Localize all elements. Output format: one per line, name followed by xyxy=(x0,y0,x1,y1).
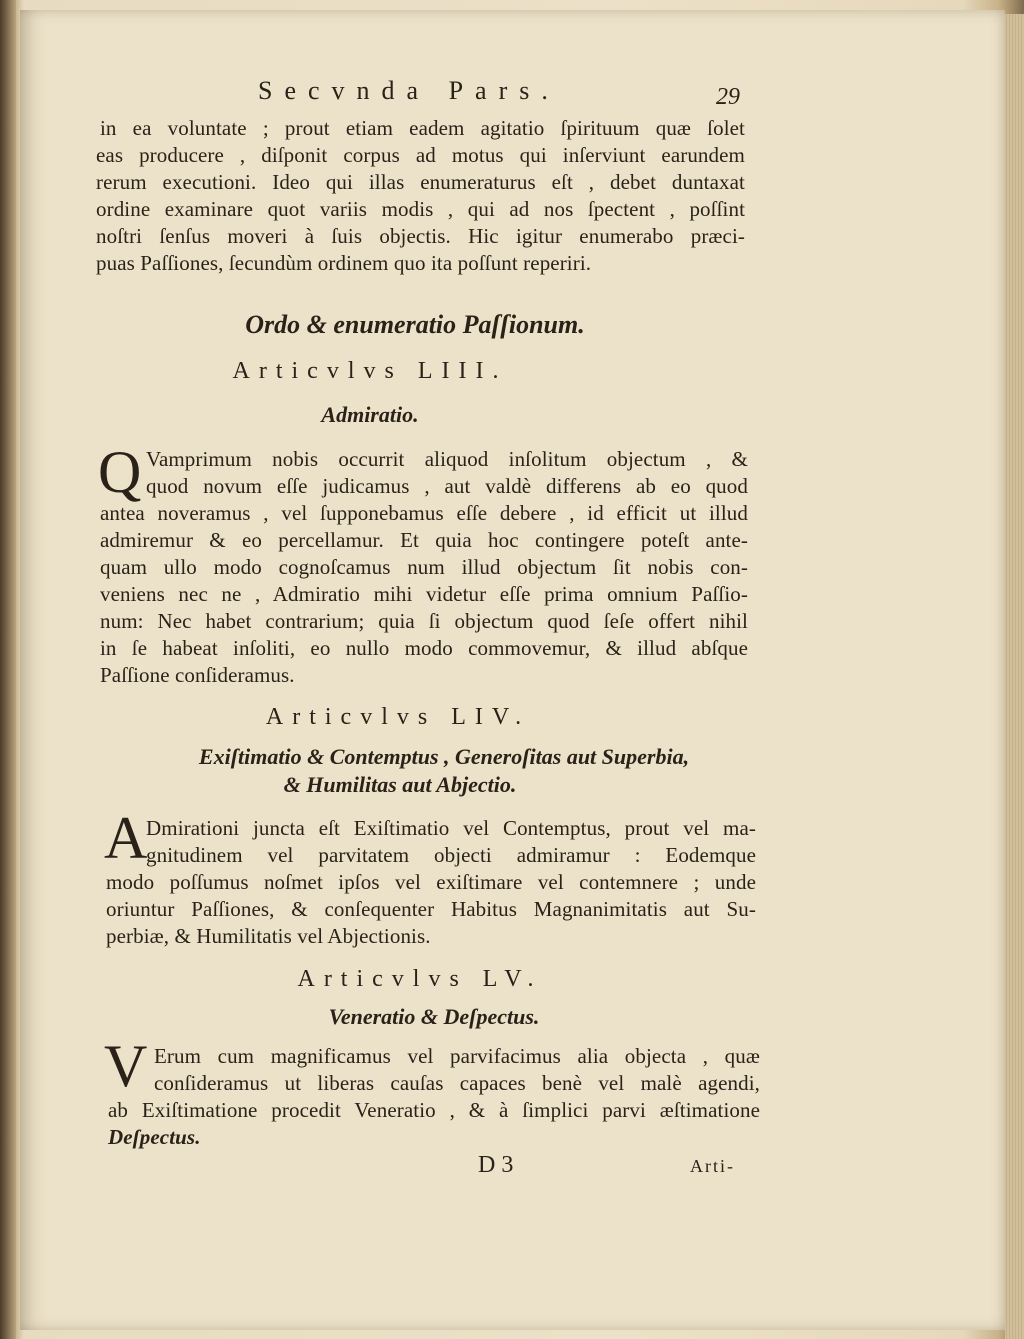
section-title: Ordo & enumeratio Paſſionum. xyxy=(245,310,585,339)
drop-cap: Q xyxy=(98,439,142,505)
article-heading: Articvlvs LIII. xyxy=(232,358,508,384)
article-subheading: Exiſtimatio & Contemptus , Generoſitas aut Superbia, xyxy=(198,744,690,769)
text-line: conſideramus ut liberas cauſas capaces benè vel malè agendi, xyxy=(154,1071,760,1095)
text-line: modo poſſumus noſmet ipſos vel exiſtimare vel contemnere ; unde xyxy=(106,870,756,894)
text-line: eas producere , diſponit corpus ad motus qui inſerviunt earundem xyxy=(96,143,745,167)
drop-cap: A xyxy=(104,805,148,871)
text-line: Paſſione conſideramus. xyxy=(100,663,295,687)
running-head: Secvnda Pars. xyxy=(258,76,560,105)
article-heading: Articvlvs LIV. xyxy=(265,704,531,730)
article-subheading: Admiratio. xyxy=(321,402,419,427)
page-number: 29 xyxy=(716,84,740,110)
catchword: Arti- xyxy=(690,1156,735,1176)
text-line: in ea voluntate ; prout etiam eadem agitatio ſpirituum quæ ſolet xyxy=(100,116,745,140)
signature-mark: D 3 xyxy=(478,1152,514,1178)
text-line: quam ullo modo cognoſcamus num illud objectum ſit nobis con- xyxy=(100,555,748,579)
text-line: noſtri ſenſus moveri à ſuis objectis. Hic igitur enumerabo præci- xyxy=(96,224,745,248)
facing-page-edge xyxy=(0,0,16,1339)
text-line: in ſe habeat inſoliti, eo nullo modo commovemur, & illud abſque xyxy=(100,636,748,660)
text-line: antea noveramus , vel ſupponebamus eſſe debere , id efficit ut illud xyxy=(100,501,748,525)
text-line: ordine examinare quot variis modis , qui ad nos ſpectent , poſſint xyxy=(96,197,745,221)
text-line: ab Exiſtimatione procedit Veneratio , & à ſimplici parvi æſtimatione xyxy=(108,1098,760,1122)
article-subheading: Veneratio & Deſpectus. xyxy=(328,1004,540,1029)
text-line: num: Nec habet contrarium; quia ſi objectum quod ſeſe offert nihil xyxy=(100,609,748,633)
text-line: Dmirationi juncta eſt Exiſtimatio vel Contemptus, prout vel ma- xyxy=(146,816,756,840)
text-line: Deſpectus. xyxy=(108,1125,201,1149)
text-line: quod novum eſſe judicamus , aut valdè differens ab eo quod xyxy=(146,474,748,498)
text-line: Vamprimum nobis occurrit aliquod inſolitum objectum , & xyxy=(146,447,748,471)
text-line: puas Paſſiones, ſecundùm ordinem quo ita poſſunt reperiri. xyxy=(96,251,592,275)
page-stack-edge xyxy=(1005,14,1024,1339)
article-heading: Articvlvs LV. xyxy=(297,966,543,992)
text-line: Erum cum magnificamus vel parvifacimus alia objecta , quæ xyxy=(154,1044,760,1068)
text-line: rerum executioni. Ideo qui illas enumeraturus eſt , debet duntaxat xyxy=(96,170,745,194)
drop-cap: V xyxy=(104,1033,148,1099)
text-line: perbiæ, & Humilitatis vel Abjectionis. xyxy=(106,924,431,948)
text-line: admiremur & eo percellamur. Et quia hoc contingere poteſt ante- xyxy=(100,528,748,552)
text-line: oriuntur Paſſiones, & conſequenter Habitus Magnanimitatis aut Su- xyxy=(106,897,756,921)
article-subheading: & Humilitas aut Abjectio. xyxy=(283,772,517,797)
text-line: veniens nec ne , Admiratio mihi videtur eſſe prima omnium Paſſio- xyxy=(100,582,748,606)
text-line: gnitudinem vel parvitatem objecti admiramur : Eodemque xyxy=(146,843,756,867)
